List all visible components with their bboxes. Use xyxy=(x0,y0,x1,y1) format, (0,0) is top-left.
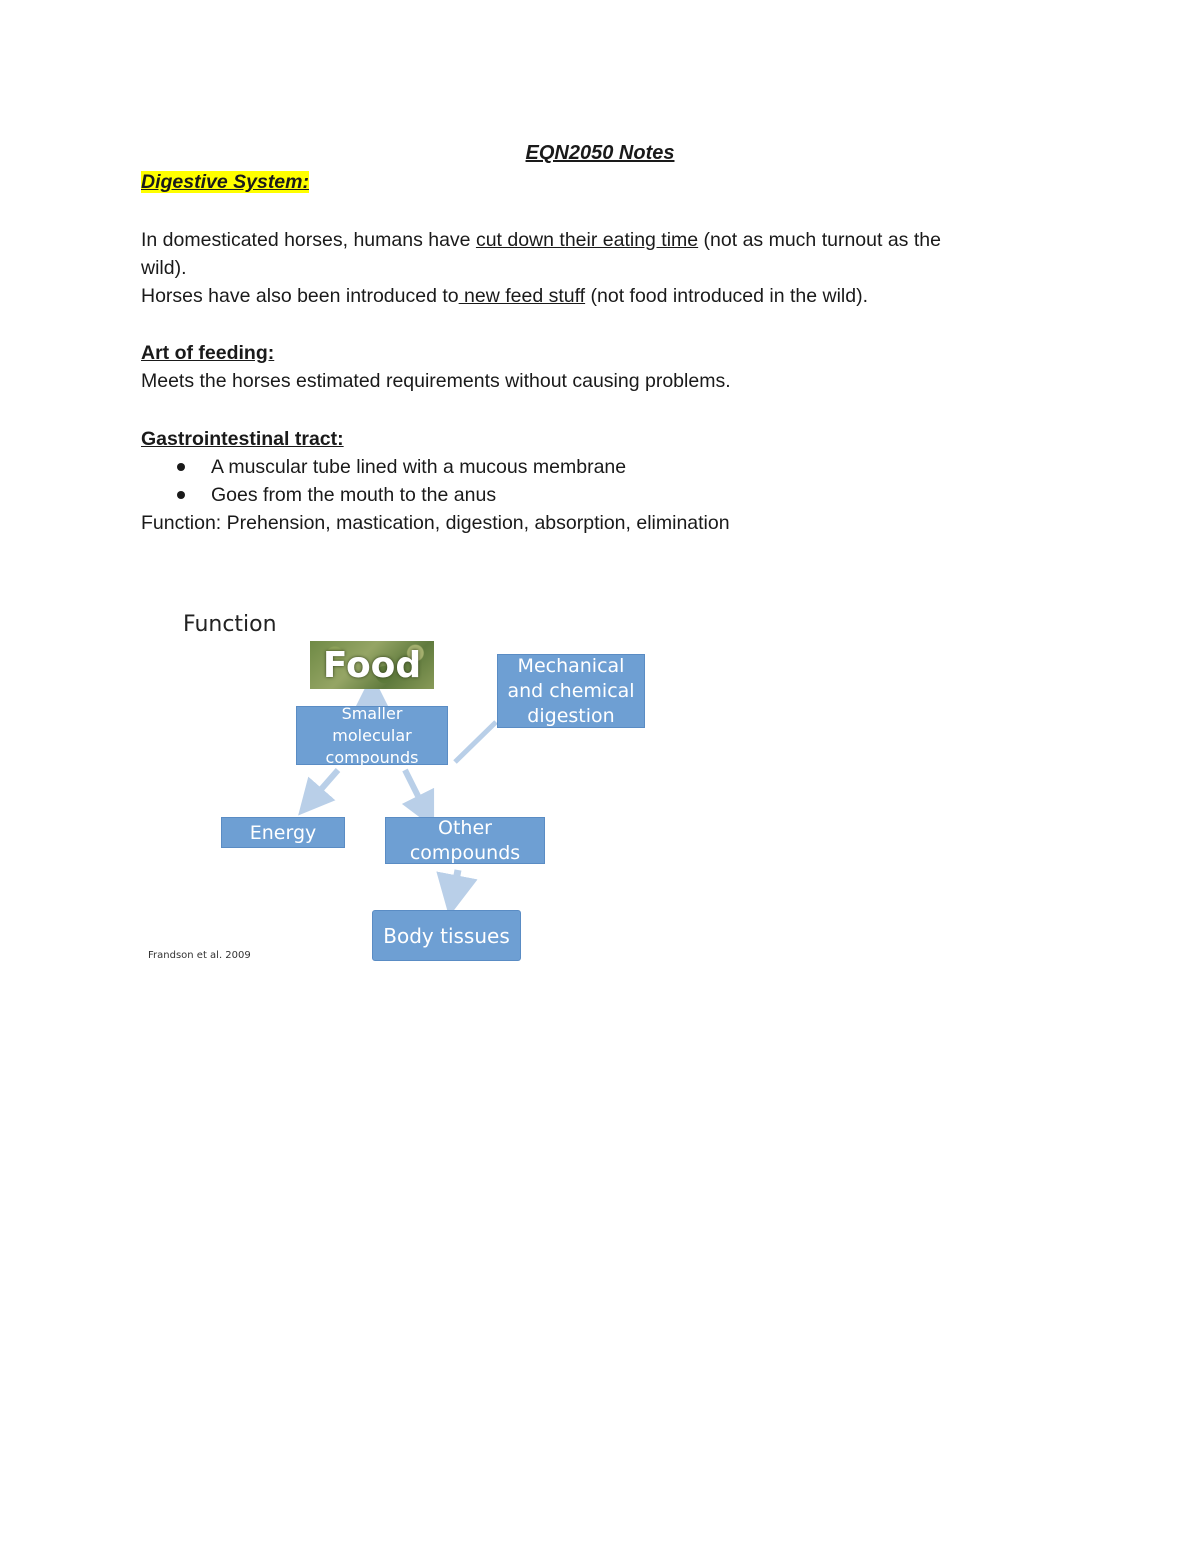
digestive-paragraph-1 xyxy=(141,226,941,254)
digestive-heading xyxy=(141,168,309,196)
body-tissues-box: Body tissues xyxy=(372,910,521,961)
feeding-text: Meets the horses estimated requirements without causing problems. xyxy=(141,370,731,392)
arrow-to-other xyxy=(405,770,426,812)
smaller-compounds-box: Smaller molecular compounds xyxy=(296,706,448,765)
connector-mechanical xyxy=(455,722,496,762)
p2-text: Horses have also been introduced to xyxy=(141,285,459,307)
gi-bullet-2: Goes from the mouth to the anus xyxy=(211,484,497,506)
food-image: Food xyxy=(310,641,434,689)
energy-box: Energy xyxy=(221,817,345,848)
digestive-paragraph-1-cont: wild). xyxy=(141,257,187,279)
bullet-dot xyxy=(177,491,185,499)
other-compounds-box: Other compounds xyxy=(385,817,545,864)
page-title: EQN2050 Notes xyxy=(525,142,675,164)
p2-text-after: (not food introduced in the wild). xyxy=(585,285,869,307)
p1-underlined: cut down their eating time xyxy=(475,229,699,251)
p1-text-after: (not as much turnout as the xyxy=(698,229,941,251)
mechanical-digestion-box: Mechanical and chemical digestion xyxy=(497,654,645,728)
function-diagram xyxy=(140,600,660,970)
p1-text: In domesticated horses, humans have xyxy=(141,229,476,251)
p2-underlined: new feed stuff xyxy=(458,285,586,307)
digestive-paragraph-2 xyxy=(141,282,868,310)
gi-function-text: Function: Prehension, mastication, digestion, absorption, elimination xyxy=(141,512,730,534)
feeding-heading: Art of feeding: xyxy=(141,342,275,364)
arrow-to-energy xyxy=(310,770,338,802)
digestive-heading-text: Digestive System: xyxy=(141,171,309,193)
gi-bullet-1: A muscular tube lined with a mucous membrane xyxy=(211,456,627,478)
gi-heading: Gastrointestinal tract: xyxy=(141,428,344,450)
citation: Frandson et al. 2009 xyxy=(148,950,251,961)
arrow-to-body xyxy=(453,870,458,896)
diagram-title: Function xyxy=(183,612,277,637)
bullet-dot xyxy=(177,463,185,471)
